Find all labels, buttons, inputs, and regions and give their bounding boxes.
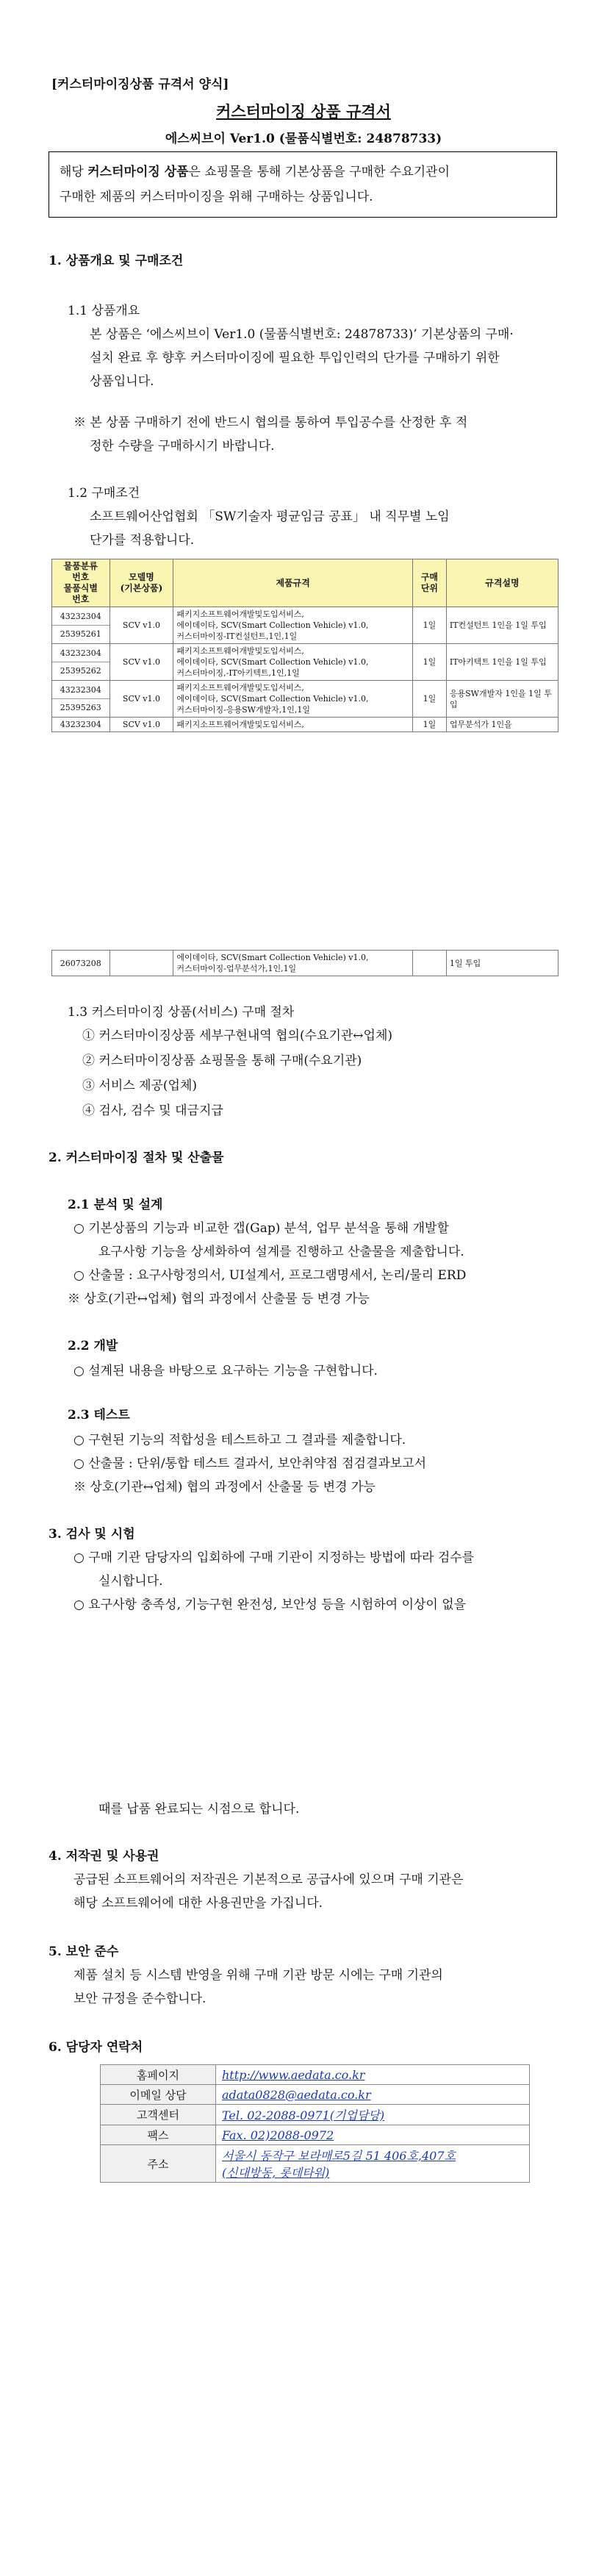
cell-code1: 43232304: [52, 681, 109, 699]
cell-spec-line: 커스터마이징,-IT아키텍트,1인,1일: [176, 668, 300, 678]
section-2-title: 2. 커스터마이징 절차 및 산출물: [49, 1151, 224, 1165]
cell-model: SCV v1.0: [109, 644, 173, 681]
spec-table-header: [52, 559, 558, 607]
cell-code2: 25395262: [60, 666, 101, 676]
intro-box: [49, 151, 557, 218]
intro-line-2: 구매한 제품의 커스터마이징을 위해 구매하는 상품입니다.: [60, 190, 373, 204]
cell-spec-line: 패키지소프트웨어개발및도입서비스,: [173, 718, 413, 732]
contact-row: [101, 2065, 530, 2085]
address-line-2: (신대방동, 롯데타워): [222, 2166, 330, 2180]
address-line-1: 서울시 동작구 보라매로5길 51 406호,407호: [222, 2149, 456, 2163]
cell-model: SCV v1.0: [109, 681, 173, 718]
contact-label: 고객센터: [101, 2105, 216, 2125]
phone-value: Tel. 02-2088-0971(기업담당): [216, 2105, 530, 2125]
s13-step-3: ③ 서비스 제공(업체): [82, 1078, 198, 1093]
intro-text-pre: 해당: [60, 165, 88, 179]
s21-item-1: ○ 기본상품의 기능과 비교한 갭(Gap) 분석, 업무 분석을 통해 개발할: [73, 1221, 449, 1236]
s3-item-1-cont: 실시합니다.: [98, 1574, 163, 1589]
table-row: [52, 607, 558, 644]
section-5-title: 5. 보안 준수: [49, 1944, 119, 1959]
cell-spec-line: 에이데이타, SCV(Smart Collection Vehicle) v1.0,: [176, 694, 369, 704]
cell-spec-line: 커스터마이징-업무분석가,1인,1일: [176, 964, 297, 973]
section-2-1-title: 2.1 분석 및 설계: [68, 1198, 163, 1212]
contact-label: 팩스: [101, 2125, 216, 2145]
cell-spec-line: 에이데이타, SCV(Smart Collection Vehicle) v1.0,: [176, 953, 369, 962]
s21-item-2: ○ 산출물 : 요구사항정의서, UI설계서, 프로그램명세서, 논리/물리 ERD: [73, 1268, 467, 1283]
section-1-3-title: 1.3 커스터마이징 상품(서비스) 구매 절차: [68, 1005, 295, 1020]
th-unit: 구매 단위: [412, 559, 446, 607]
section-1-2-title: 1.2 구매조건: [68, 486, 140, 501]
intro-highlight: 커스터마이징 상품: [87, 165, 189, 179]
cell-desc: 업무분석가 1인을: [446, 718, 558, 732]
s13-step-4: ④ 검사, 검수 및 대금지급: [82, 1103, 223, 1118]
th-model: 모델명 (기본상품): [109, 559, 173, 607]
section-1-title: 1. 상품개요 및 구매조건: [49, 254, 184, 268]
s3-item-2-cont: 때를 납품 완료되는 시점으로 합니다.: [98, 1802, 300, 1817]
page-subtitle: 에스씨브이 Ver1.0 (물품식별번호: 24878733): [165, 132, 442, 146]
s13-step-2: ② 커스터마이징상품 쇼핑몰을 통해 구매(수요기관): [82, 1053, 362, 1068]
cell-spec-line: 커스터마이징-IT컨설턴트,1인,1일: [176, 632, 298, 641]
cell-desc: 1일 투입: [446, 951, 558, 976]
s23-item-1: ○ 구현된 기능의 적합성을 테스트하고 그 결과를 제출합니다.: [73, 1433, 406, 1448]
s4-line-1: 공급된 소프트웨어의 저작권은 기본적으로 공급사에 있으며 구매 기관은: [73, 1872, 464, 1887]
contact-row: [101, 2085, 530, 2105]
email-link[interactable]: adata0828@aedata.co.kr: [216, 2085, 530, 2105]
contact-label: 주소: [101, 2145, 216, 2183]
s11-note-2: 정한 수량을 구매하시기 바랍니다.: [90, 439, 275, 454]
fax-value: Fax. 02)2088-0972: [216, 2125, 530, 2145]
contact-label: 홈페이지: [101, 2065, 216, 2085]
cell-code1: 43232304: [52, 608, 109, 626]
cell-code1: 43232304: [52, 718, 110, 732]
cell-code2: 25395261: [60, 629, 101, 639]
spec-table-continued: [51, 950, 558, 976]
cell-spec-line: 패키지소프트웨어개발및도입서비스,: [176, 683, 304, 693]
cell-spec-line: 커스터마이징-응용SW개발자,1인,1일: [176, 705, 311, 715]
section-3-title: 3. 검사 및 시험: [49, 1527, 135, 1542]
cell-unit: 1일: [412, 718, 446, 732]
homepage-link[interactable]: http://www.aedata.co.kr: [216, 2065, 530, 2085]
cell-desc: IT아키텍트 1인을 1일 투입: [446, 644, 558, 681]
s3-item-1: ○ 구매 기관 담당자의 입회하에 구매 기관이 지정하는 방법에 따라 검수를: [73, 1550, 475, 1565]
s5-line-2: 보안 규정을 준수합니다.: [73, 1992, 206, 2006]
s3-item-2: ○ 요구사항 충족성, 기능구현 완전성, 보안성 등을 시험하여 이상이 없을: [73, 1598, 467, 1612]
s11-line-3: 상품입니다.: [90, 374, 154, 389]
cell-desc: 응용SW개발자 1인을 1일 투입: [446, 681, 558, 718]
cell-unit: 1일: [412, 607, 446, 644]
page-title: 커스터마이징 상품 규격서: [216, 102, 391, 121]
cell-spec-line: 패키지소프트웨어개발및도입서비스,: [176, 609, 304, 619]
table-row: [52, 951, 558, 976]
table-row: [52, 681, 558, 718]
cell-spec-line: 패키지소프트웨어개발및도입서비스,: [176, 646, 304, 656]
s11-line-2: 설치 완료 후 향후 커스터마이징에 필요한 투입인력의 단가를 구매하기 위한: [90, 351, 500, 365]
th-spec: 제품규격: [173, 559, 413, 607]
table-row: [52, 718, 558, 732]
s11-line-1: 본 상품은 ‘에스씨브이 Ver1.0 (물품식별번호: 24878733)’ 기본상품의 구매·: [90, 327, 514, 342]
cell-unit: 1일: [412, 681, 446, 718]
contact-row: [101, 2105, 530, 2125]
s12-line-1: 소프트웨어산업협회 「SW기술자 평균임금 공표」 내 직무별 노임: [90, 509, 450, 524]
th-code: 물품분류 번호 물품식별 번호: [52, 559, 110, 607]
cell-model: SCV v1.0: [109, 718, 173, 732]
cell-code1: 43232304: [52, 645, 109, 662]
s21-item-1-cont: 요구사항 기능을 상세화하여 설계를 진행하고 산출물을 제출합니다.: [98, 1245, 464, 1259]
contact-row: [101, 2125, 530, 2145]
s12-line-2: 단가를 적용합니다.: [90, 533, 195, 548]
table-row: [52, 644, 558, 681]
contact-label: 이메일 상담: [101, 2085, 216, 2105]
section-2-3-title: 2.3 테스트: [68, 1408, 130, 1423]
section-4-title: 4. 저작권 및 사용권: [49, 1849, 159, 1864]
s4-line-2: 해당 소프트웨어에 대한 사용권만을 가집니다.: [73, 1896, 323, 1911]
s21-note: ※ 상호(기관↔업체) 협의 과정에서 산출물 등 변경 가능: [68, 1292, 370, 1306]
intro-text-post: 은 쇼핑몰을 통해 기본상품을 구매한 수요기관이: [188, 165, 450, 179]
section-1-1-title: 1.1 상품개요: [68, 304, 140, 318]
s23-note: ※ 상호(기관↔업체) 협의 과정에서 산출물 등 변경 가능: [73, 1480, 376, 1495]
s23-item-2: ○ 산출물 : 단위/통합 테스트 결과서, 보안취약점 점검결과보고서: [73, 1456, 427, 1471]
cell-unit: 1일: [412, 644, 446, 681]
cell-code2: 26073208: [52, 951, 110, 976]
s5-line-1: 제품 설치 등 시스템 반영을 위해 구매 기관 방문 시에는 구매 기관의: [73, 1968, 443, 1983]
s13-step-1: ① 커스터마이징상품 세부구현내역 협의(수요기관↔업체): [82, 1028, 393, 1043]
cell-spec-line: 에이데이타, SCV(Smart Collection Vehicle) v1.0,: [176, 620, 369, 630]
cell-code2: 25395263: [60, 703, 101, 712]
s22-item-1: ○ 설계된 내용을 바탕으로 요구하는 기능을 구현합니다.: [73, 1364, 378, 1378]
th-desc: 규격설명: [446, 559, 558, 607]
cell-spec-line: 에이데이타, SCV(Smart Collection Vehicle) v1.0,: [176, 657, 369, 667]
form-label: [커스터마이징상품 규격서 양식]: [51, 77, 229, 92]
contact-table: [100, 2064, 530, 2183]
spec-table: [51, 559, 558, 732]
cell-model: SCV v1.0: [109, 607, 173, 644]
s11-note-1: ※ 본 상품 구매하기 전에 반드시 협의를 통하여 투입공수를 산정한 후 적: [73, 415, 468, 430]
section-6-title: 6. 담당자 연락처: [49, 2040, 143, 2055]
section-2-2-title: 2.2 개발: [68, 1339, 118, 1353]
cell-desc: IT컨설턴트 1인을 1일 투입: [446, 607, 558, 644]
contact-row: [101, 2145, 530, 2183]
